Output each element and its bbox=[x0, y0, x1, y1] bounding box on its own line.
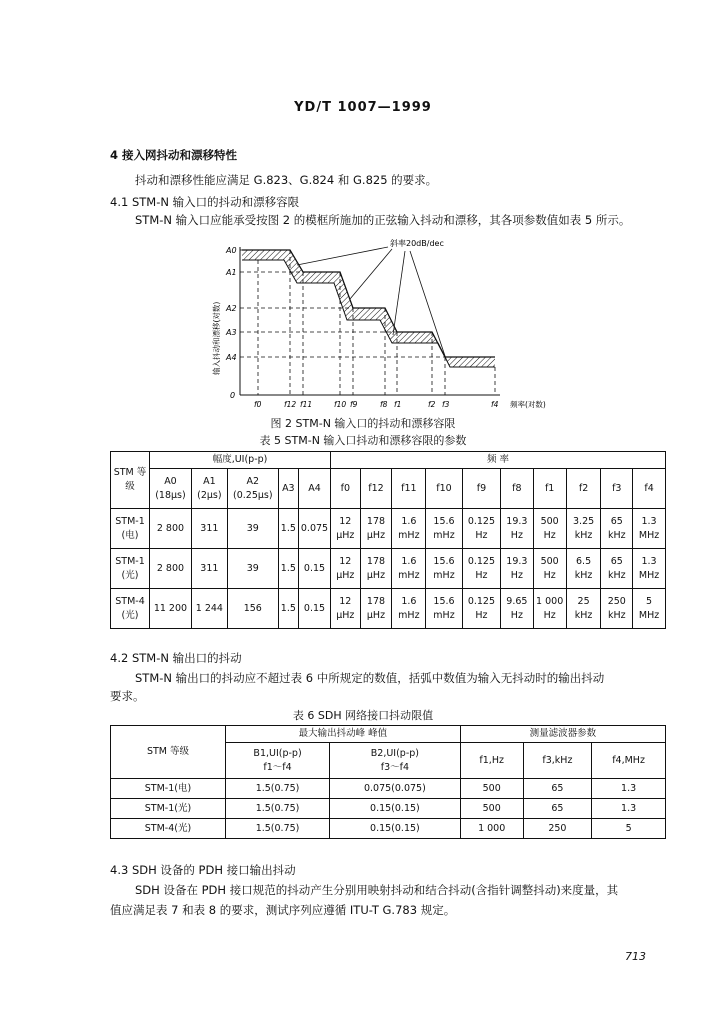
table-5 bbox=[110, 451, 666, 629]
section-4-2-title: 4.2 STM-N 输出口的抖动 bbox=[110, 651, 242, 665]
t5-head-f10: f10 bbox=[426, 469, 462, 509]
svg-text:0: 0 bbox=[230, 391, 236, 400]
section-4-2-text-cont: 要求。 bbox=[110, 689, 145, 703]
t5-head-f12: f12 bbox=[360, 469, 392, 509]
t5-head-f3: f3 bbox=[601, 469, 633, 509]
t6-head-b1: B1,UI(p-p) f1～f4 bbox=[226, 743, 330, 779]
t5-head-f11: f11 bbox=[392, 469, 426, 509]
t5-head-amp: 幅度,UI(p-p) bbox=[150, 452, 331, 469]
table-row: STM-1 (光) 2 800 311 39 1.5 0.15 12 μHz 178 μHz 1.6 mHz 15.6 mHz 0.125 Hz 19.3 Hz 500 Hz 6.5 kHz 65 kHz 1.3 MHz bbox=[111, 549, 666, 589]
t5-head-a3: A3 bbox=[278, 469, 298, 509]
svg-text:f1: f1 bbox=[394, 400, 402, 409]
jitter-tolerance-mask-figure bbox=[200, 235, 570, 415]
t6-head-max: 最大输出抖动峰 峰值 bbox=[226, 726, 461, 743]
table-row: STM-1(电) 1.5(0.75) 0.075(0.075) 500 65 1.3 bbox=[111, 779, 666, 799]
table-row: STM-1 (电) 2 800 311 39 1.5 0.075 12 μHz 178 μHz 1.6 mHz 15.6 mHz 0.125 Hz 19.3 Hz 500 Hz 3.25 kHz 65 kHz 1.3 MHz bbox=[111, 509, 666, 549]
x-axis-label: 频率(对数) bbox=[510, 400, 546, 409]
t6-head-f4: f4,MHz bbox=[592, 743, 666, 779]
t5-head-a1: A1 (2μs) bbox=[191, 469, 227, 509]
t5-head-f0: f0 bbox=[331, 469, 360, 509]
page-header: YD/T 1007—1999 bbox=[294, 100, 432, 115]
svg-text:f3: f3 bbox=[442, 400, 450, 409]
t5-head-f1: f1 bbox=[533, 469, 566, 509]
t6-head-f1: f1,Hz bbox=[460, 743, 523, 779]
y-axis-label: 输入抖动和漂移(对数) bbox=[212, 301, 221, 375]
svg-text:A0: A0 bbox=[226, 246, 237, 255]
t6-head-filter: 测量滤波器参数 bbox=[460, 726, 665, 743]
t6-head-f3: f3,kHz bbox=[523, 743, 592, 779]
table-6 bbox=[110, 725, 666, 839]
svg-text:f4: f4 bbox=[491, 400, 499, 409]
section-4-3-text-cont: 值应满足表 7 和表 8 的要求，测试序列应遵循 ITU-T G.783 规定。 bbox=[110, 903, 456, 917]
t5-head-f8: f8 bbox=[501, 469, 533, 509]
section-4-3-title: 4.3 SDH 设备的 PDH 接口输出抖动 bbox=[110, 863, 296, 877]
t5-head-a4: A4 bbox=[298, 469, 330, 509]
svg-text:f12: f12 bbox=[284, 400, 297, 409]
table-row: STM-4(光) 1.5(0.75) 0.15(0.15) 1 000 250 5 bbox=[111, 819, 666, 839]
t5-head-f2: f2 bbox=[566, 469, 601, 509]
t5-head-stm: STM 等级 bbox=[111, 452, 150, 509]
section-4-1-title: 4.1 STM-N 输入口的抖动和漂移容限 bbox=[110, 195, 300, 209]
t5-head-f9: f9 bbox=[462, 469, 500, 509]
svg-text:A3: A3 bbox=[226, 328, 237, 337]
t6-head-stm: STM 等级 bbox=[111, 726, 226, 779]
t5-head-a2: A2 (0.25μs) bbox=[227, 469, 278, 509]
t5-head-f4: f4 bbox=[633, 469, 666, 509]
table-row: STM-1(光) 1.5(0.75) 0.15(0.15) 500 65 1.3 bbox=[111, 799, 666, 819]
t6-head-b2: B2,UI(p-p) f3～f4 bbox=[330, 743, 461, 779]
svg-text:f11: f11 bbox=[300, 400, 313, 409]
mask-upper-line bbox=[242, 250, 495, 357]
table-5-caption: 表 5 STM-N 输入口抖动和漂移容限的参数 bbox=[259, 434, 467, 447]
section-4-2-text: STM-N 输出口的抖动应不超过表 6 中所规定的数值，括弧中数值为输入无抖动时的输出抖动 bbox=[135, 671, 605, 685]
svg-text:f8: f8 bbox=[380, 400, 388, 409]
section-4-1-text: STM-N 输入口应能承受按图 2 的模框所施加的正弦输入抖动和漂移，其各项参数值如表 5 所示。 bbox=[135, 213, 631, 227]
table-6-caption: 表 6 SDH 网络接口抖动限值 bbox=[292, 709, 434, 722]
page-number: 713 bbox=[625, 950, 646, 963]
guide-lines bbox=[240, 250, 495, 395]
x-tick-labels bbox=[254, 400, 499, 409]
section-4-3-text: SDH 设备在 PDH 接口规范的抖动产生分别用映射抖动和结合抖动(含指针调整抖动)来度量，其 bbox=[135, 883, 619, 897]
t5-head-a0: A0 (18μs) bbox=[150, 469, 192, 509]
table-row: STM-4 (光) 11 200 1 244 156 1.5 0.15 12 μHz 178 μHz 1.6 mHz 15.6 mHz 0.125 Hz 9.65 Hz 1 000 Hz 25 kHz 250 kHz 5 MHz bbox=[111, 589, 666, 629]
svg-text:f10: f10 bbox=[334, 400, 347, 409]
svg-text:f0: f0 bbox=[254, 400, 262, 409]
svg-text:A2: A2 bbox=[226, 304, 237, 313]
t5-head-freq: 频 率 bbox=[331, 452, 666, 469]
svg-text:f9: f9 bbox=[350, 400, 358, 409]
svg-text:f2: f2 bbox=[428, 400, 436, 409]
section-4-title: 4 接入网抖动和漂移特性 bbox=[110, 148, 238, 162]
section-4-text: 抖动和漂移性能应满足 G.823、G.824 和 G.825 的要求。 bbox=[135, 173, 438, 187]
svg-text:A4: A4 bbox=[226, 353, 237, 362]
figure-2-caption: 图 2 STM-N 输入口的抖动和漂移容限 bbox=[270, 417, 456, 430]
slope-label: 斜率20dB/dec bbox=[390, 239, 444, 248]
y-level-labels bbox=[225, 246, 237, 400]
svg-text:A1: A1 bbox=[226, 268, 237, 277]
